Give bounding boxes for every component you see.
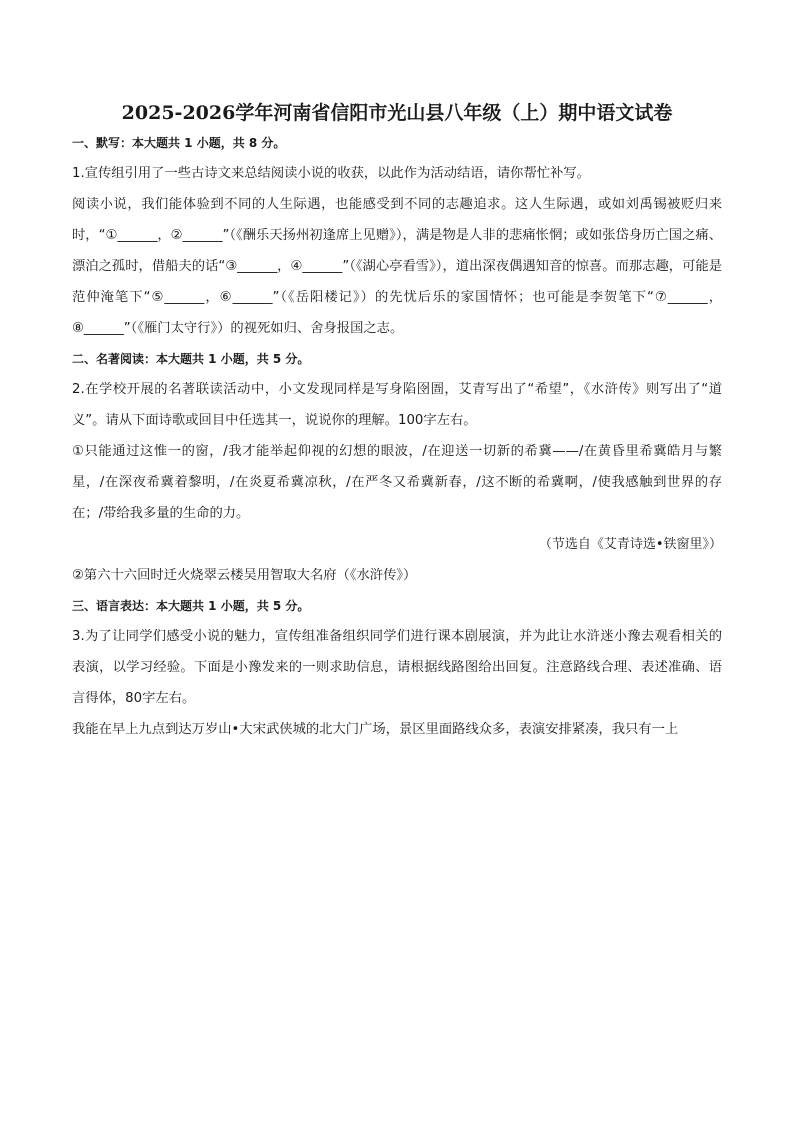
section-3-header-text: 三、语言表达：本大题共 1 小题，共 5 分。 xyxy=(72,599,310,613)
section-1-header xyxy=(72,134,722,152)
section-2-header-text: 二、名著阅读：本大题共 1 小题，共 5 分。 xyxy=(72,352,310,366)
question-1: 1.宣传组引用了一些古诗文来总结阅读小说的收获，以此作为活动结语，请你帮忙补写。 xyxy=(72,166,590,181)
question-2: 2.在学校开展的名著联读活动中，小文发现同样是写身陷囹圄，艾青写出了“希望”，《水浒传》则写出了“道义”。请从下面诗歌或回目中任选其一，说说你的理解。100字左右。 xyxy=(72,382,722,428)
section-2-header xyxy=(72,350,722,368)
exam-title: 2025-2026学年河南省信阳市光山县八年级（上）期中语文试卷 xyxy=(121,102,673,124)
question-3-passage: 我能在早上九点到达万岁山•大宋武侠城的北大门广场，景区里面路线众多，表演安排紧凑，我只有一上 xyxy=(72,722,679,737)
question-1-passage: 阅读小说，我们能体验到不同的人生际遇，也能感受到不同的志趣追求。这人生际遇，或如刘禹锡被贬归来时，“①______，②______”（《酬乐天扬州初逢席上见赠》），满是物是人非的悲痛怅惘；或如张岱身历亡国之痛、漂泊之孤时，借船夫的话“③______，④______”（《湖心亭看雪》），道出深夜偶遇知音的惊喜。而那志趣，可能是范仲淹笔下“⑤______，⑥______”（《岳阳楼记》）的先忧后乐的家国情怀；也可能是李贺笔下“⑦______，⑧______”（《雁门太守行》）的视死如归、舍身报国之志。 xyxy=(72,197,722,336)
exam-page xyxy=(72,100,722,745)
question-2-poem: ①只能通过这惟一的窗，/我才能举起仰视的幻想的眼波，/在迎送一切新的希冀——/在黄昏里希冀皓月与繁星，/在深夜希冀着黎明，/在炎夏希冀凉秋，/在严冬又希冀新春，/这不断的希冀啊，/使我感触到世界的存在；/带给我多量的生命的力。 xyxy=(72,444,722,521)
question-2-item-2: ②第六十六回时迁火烧翠云楼吴用智取大名府（《水浒传》） xyxy=(72,568,417,583)
section-1-header-text: 一、默写：本大题共 1 小题，共 8 分。 xyxy=(72,136,286,150)
question-3: 3.为了让同学们感受小说的魅力，宣传组准备组织同学们进行课本剧展演，并为此让水浒迷小豫去观看相关的表演，以学习经验。下面是小豫发来的一则求助信息，请根据线路图给出回复。注意路线合理、表述准确、语言得体，80字左右。 xyxy=(72,629,722,706)
section-3-header xyxy=(72,597,722,615)
poem-source: （节选自《艾青诗选•铁窗里》） xyxy=(538,537,722,552)
